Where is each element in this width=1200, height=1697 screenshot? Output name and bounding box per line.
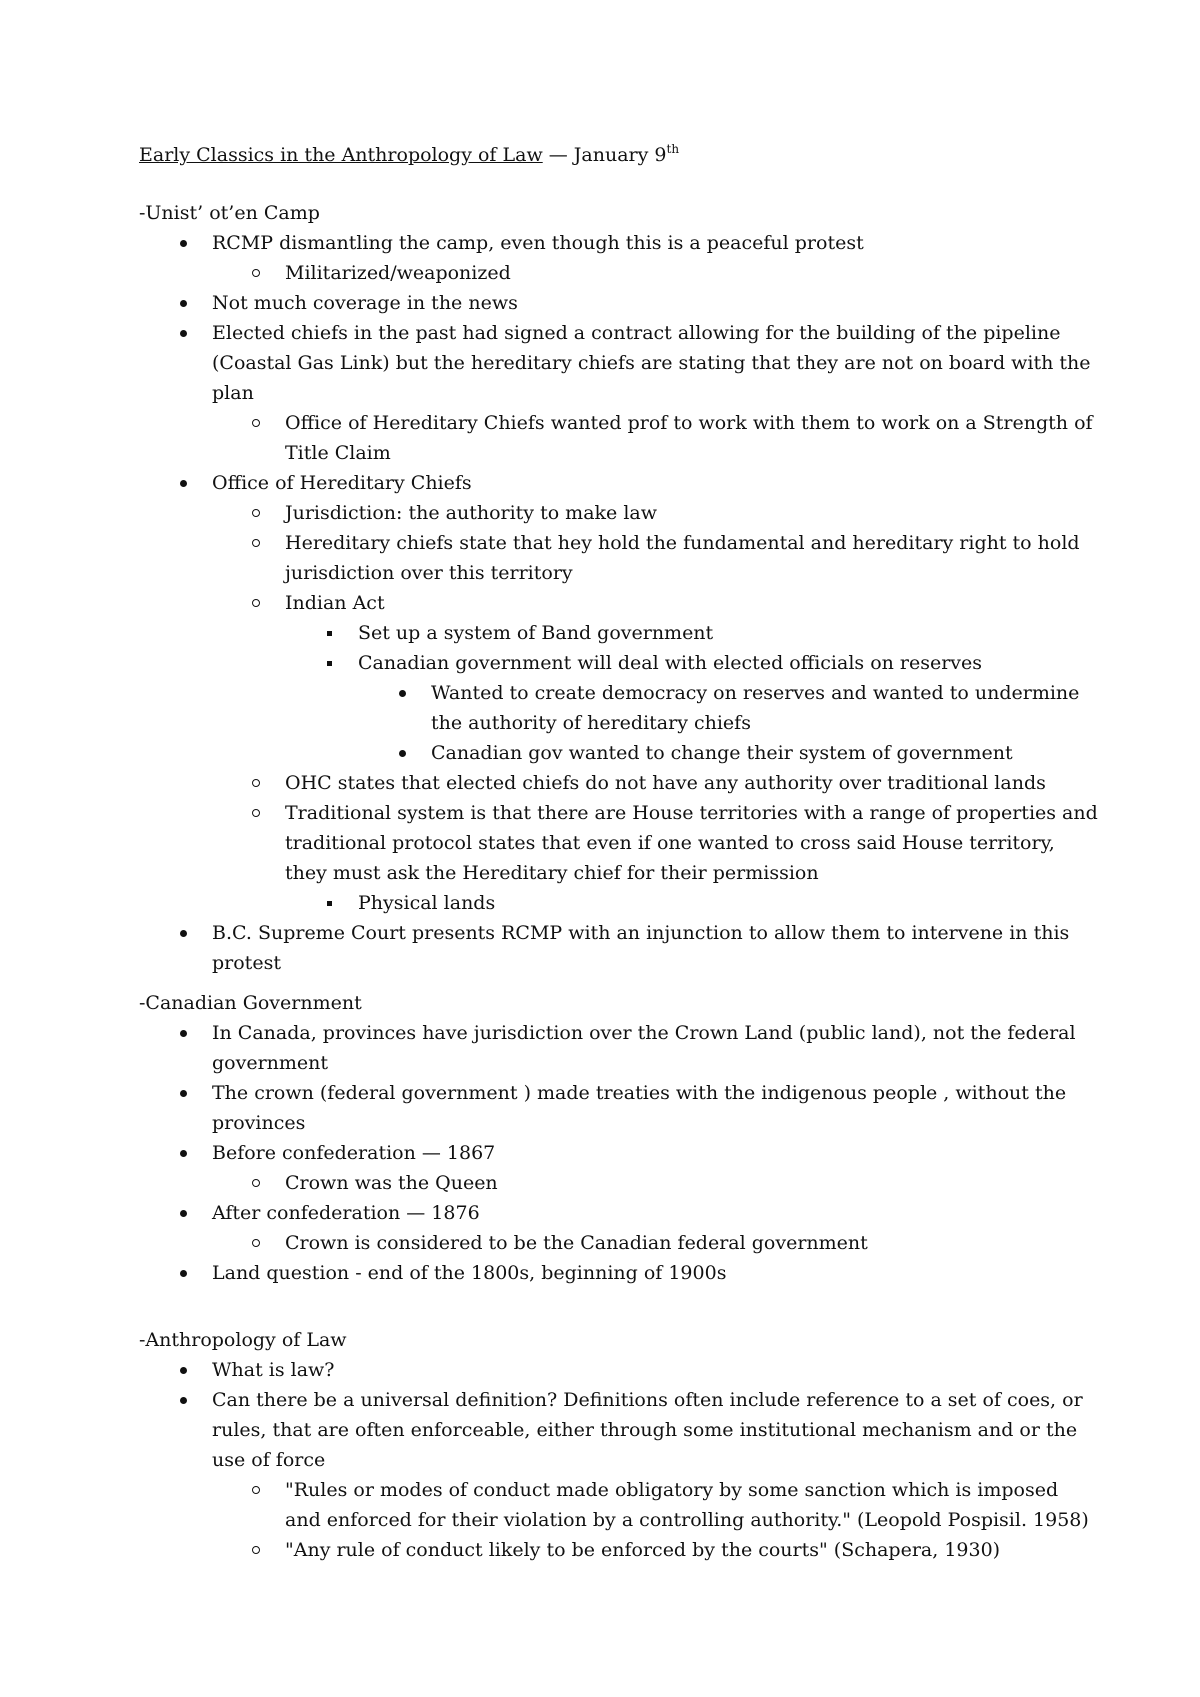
list-item-text: The crown (federal government ) made treaties with the indigenous people , without the provinces <box>212 1082 1067 1134</box>
list-item <box>212 1475 1099 1535</box>
title-date: — January 9 <box>542 144 667 166</box>
list-item <box>212 528 1099 588</box>
list-item <box>139 318 1099 468</box>
list-item <box>212 1535 1099 1565</box>
title-date-suffix: th <box>666 142 680 156</box>
list-item-text: Traditional system is that there are House territories with a range of properties and traditional protocol states that even if one wanted to cross said House territory, they must ask the Hereditary chief for their permission <box>285 802 1098 884</box>
list-item <box>139 468 1099 918</box>
list-item-text: Indian Act <box>285 592 385 614</box>
list-item-text: After confederation — 1876 <box>212 1202 480 1224</box>
list-item <box>212 798 1099 918</box>
list-item-text: Canadian gov wanted to change their system of government <box>431 742 1013 764</box>
list-item <box>212 768 1099 798</box>
list-item-text: Can there be a universal definition? Definitions often include reference to a set of coes, or rules, that are often enforceable, either through some institutional mechanism and or the use of force <box>212 1389 1083 1471</box>
list-item-text: Hereditary chiefs state that hey hold the fundamental and hereditary right to hold jurisdiction over this territory <box>285 532 1080 584</box>
list-item-text: Office of Hereditary Chiefs wanted prof to work with them to work on a Strength of Title Claim <box>285 412 1093 464</box>
list-item-text: What is law? <box>212 1359 335 1381</box>
list-item-text: "Any rule of conduct likely to be enforced by the courts" (Schapera, 1930) <box>285 1539 1001 1561</box>
list-item-text: RCMP dismantling the camp, even though this is a peaceful protest <box>212 232 864 254</box>
section-heading: -Unist’ ot’en Camp <box>139 202 320 224</box>
list-item <box>139 1138 1099 1198</box>
list-item-text: Crown was the Queen <box>285 1172 498 1194</box>
bullet-list <box>139 1018 1099 1288</box>
section-canadian-government <box>139 988 1099 1288</box>
list-item-text: OHC states that elected chiefs do not have any authority over traditional lands <box>285 772 1046 794</box>
list-item-text: Set up a system of Band government <box>358 622 714 644</box>
list-item <box>139 1355 1099 1385</box>
list-item-text: Office of Hereditary Chiefs <box>212 472 472 494</box>
list-item-text: B.C. Supreme Court presents RCMP with an injunction to allow them to intervene in this protest <box>212 922 1070 974</box>
section-heading: -Canadian Government <box>139 992 362 1014</box>
list-item-text: Not much coverage in the news <box>212 292 518 314</box>
page-title <box>139 140 679 170</box>
bullet-list <box>139 1355 1099 1565</box>
list-item <box>139 288 1099 318</box>
section-heading: -Anthropology of Law <box>139 1329 347 1351</box>
list-item <box>212 1228 1099 1258</box>
list-item <box>139 1385 1099 1565</box>
list-item-text: Wanted to create democracy on reserves and wanted to undermine the authority of hereditary chiefs <box>431 682 1080 734</box>
list-item-text: Before confederation — 1867 <box>212 1142 496 1164</box>
bullet-list <box>139 228 1099 978</box>
list-item <box>285 618 1099 648</box>
section-unistoten-camp <box>139 198 1099 978</box>
list-item <box>285 648 1099 768</box>
list-item-text: Jurisdiction: the authority to make law <box>285 502 657 524</box>
list-item-text: Land question - end of the 1800s, beginning of 1900s <box>212 1262 727 1284</box>
list-item-text: Crown is considered to be the Canadian federal government <box>285 1232 868 1254</box>
list-item <box>212 258 1099 288</box>
list-item-text: Elected chiefs in the past had signed a contract allowing for the building of the pipeline (Coastal Gas Link) but the hereditary chiefs are stating that they are not on board with the plan <box>212 322 1091 404</box>
list-item-text: Physical lands <box>358 892 496 914</box>
list-item <box>285 888 1099 918</box>
list-item <box>139 918 1099 978</box>
list-item <box>358 678 1099 738</box>
list-item-text: In Canada, provinces have jurisdiction over the Crown Land (public land), not the federal government <box>212 1022 1076 1074</box>
list-item <box>139 228 1099 288</box>
list-item <box>139 1258 1099 1288</box>
list-item <box>212 408 1099 468</box>
list-item <box>212 588 1099 768</box>
list-item <box>139 1198 1099 1258</box>
list-item <box>212 498 1099 528</box>
title-underlined: Early Classics in the Anthropology of Law <box>139 144 543 166</box>
list-item <box>139 1018 1099 1078</box>
list-item <box>139 1078 1099 1138</box>
list-item-text: "Rules or modes of conduct made obligatory by some sanction which is imposed and enforced for their violation by a controlling authority." (Leopold Pospisil. 1958) <box>285 1479 1089 1531</box>
list-item <box>358 738 1099 768</box>
list-item-text: Canadian government will deal with elected officials on reserves <box>358 652 983 674</box>
list-item-text: Militarized/weaponized <box>285 262 511 284</box>
section-anthropology-of-law <box>139 1325 1099 1565</box>
list-item <box>212 1168 1099 1198</box>
